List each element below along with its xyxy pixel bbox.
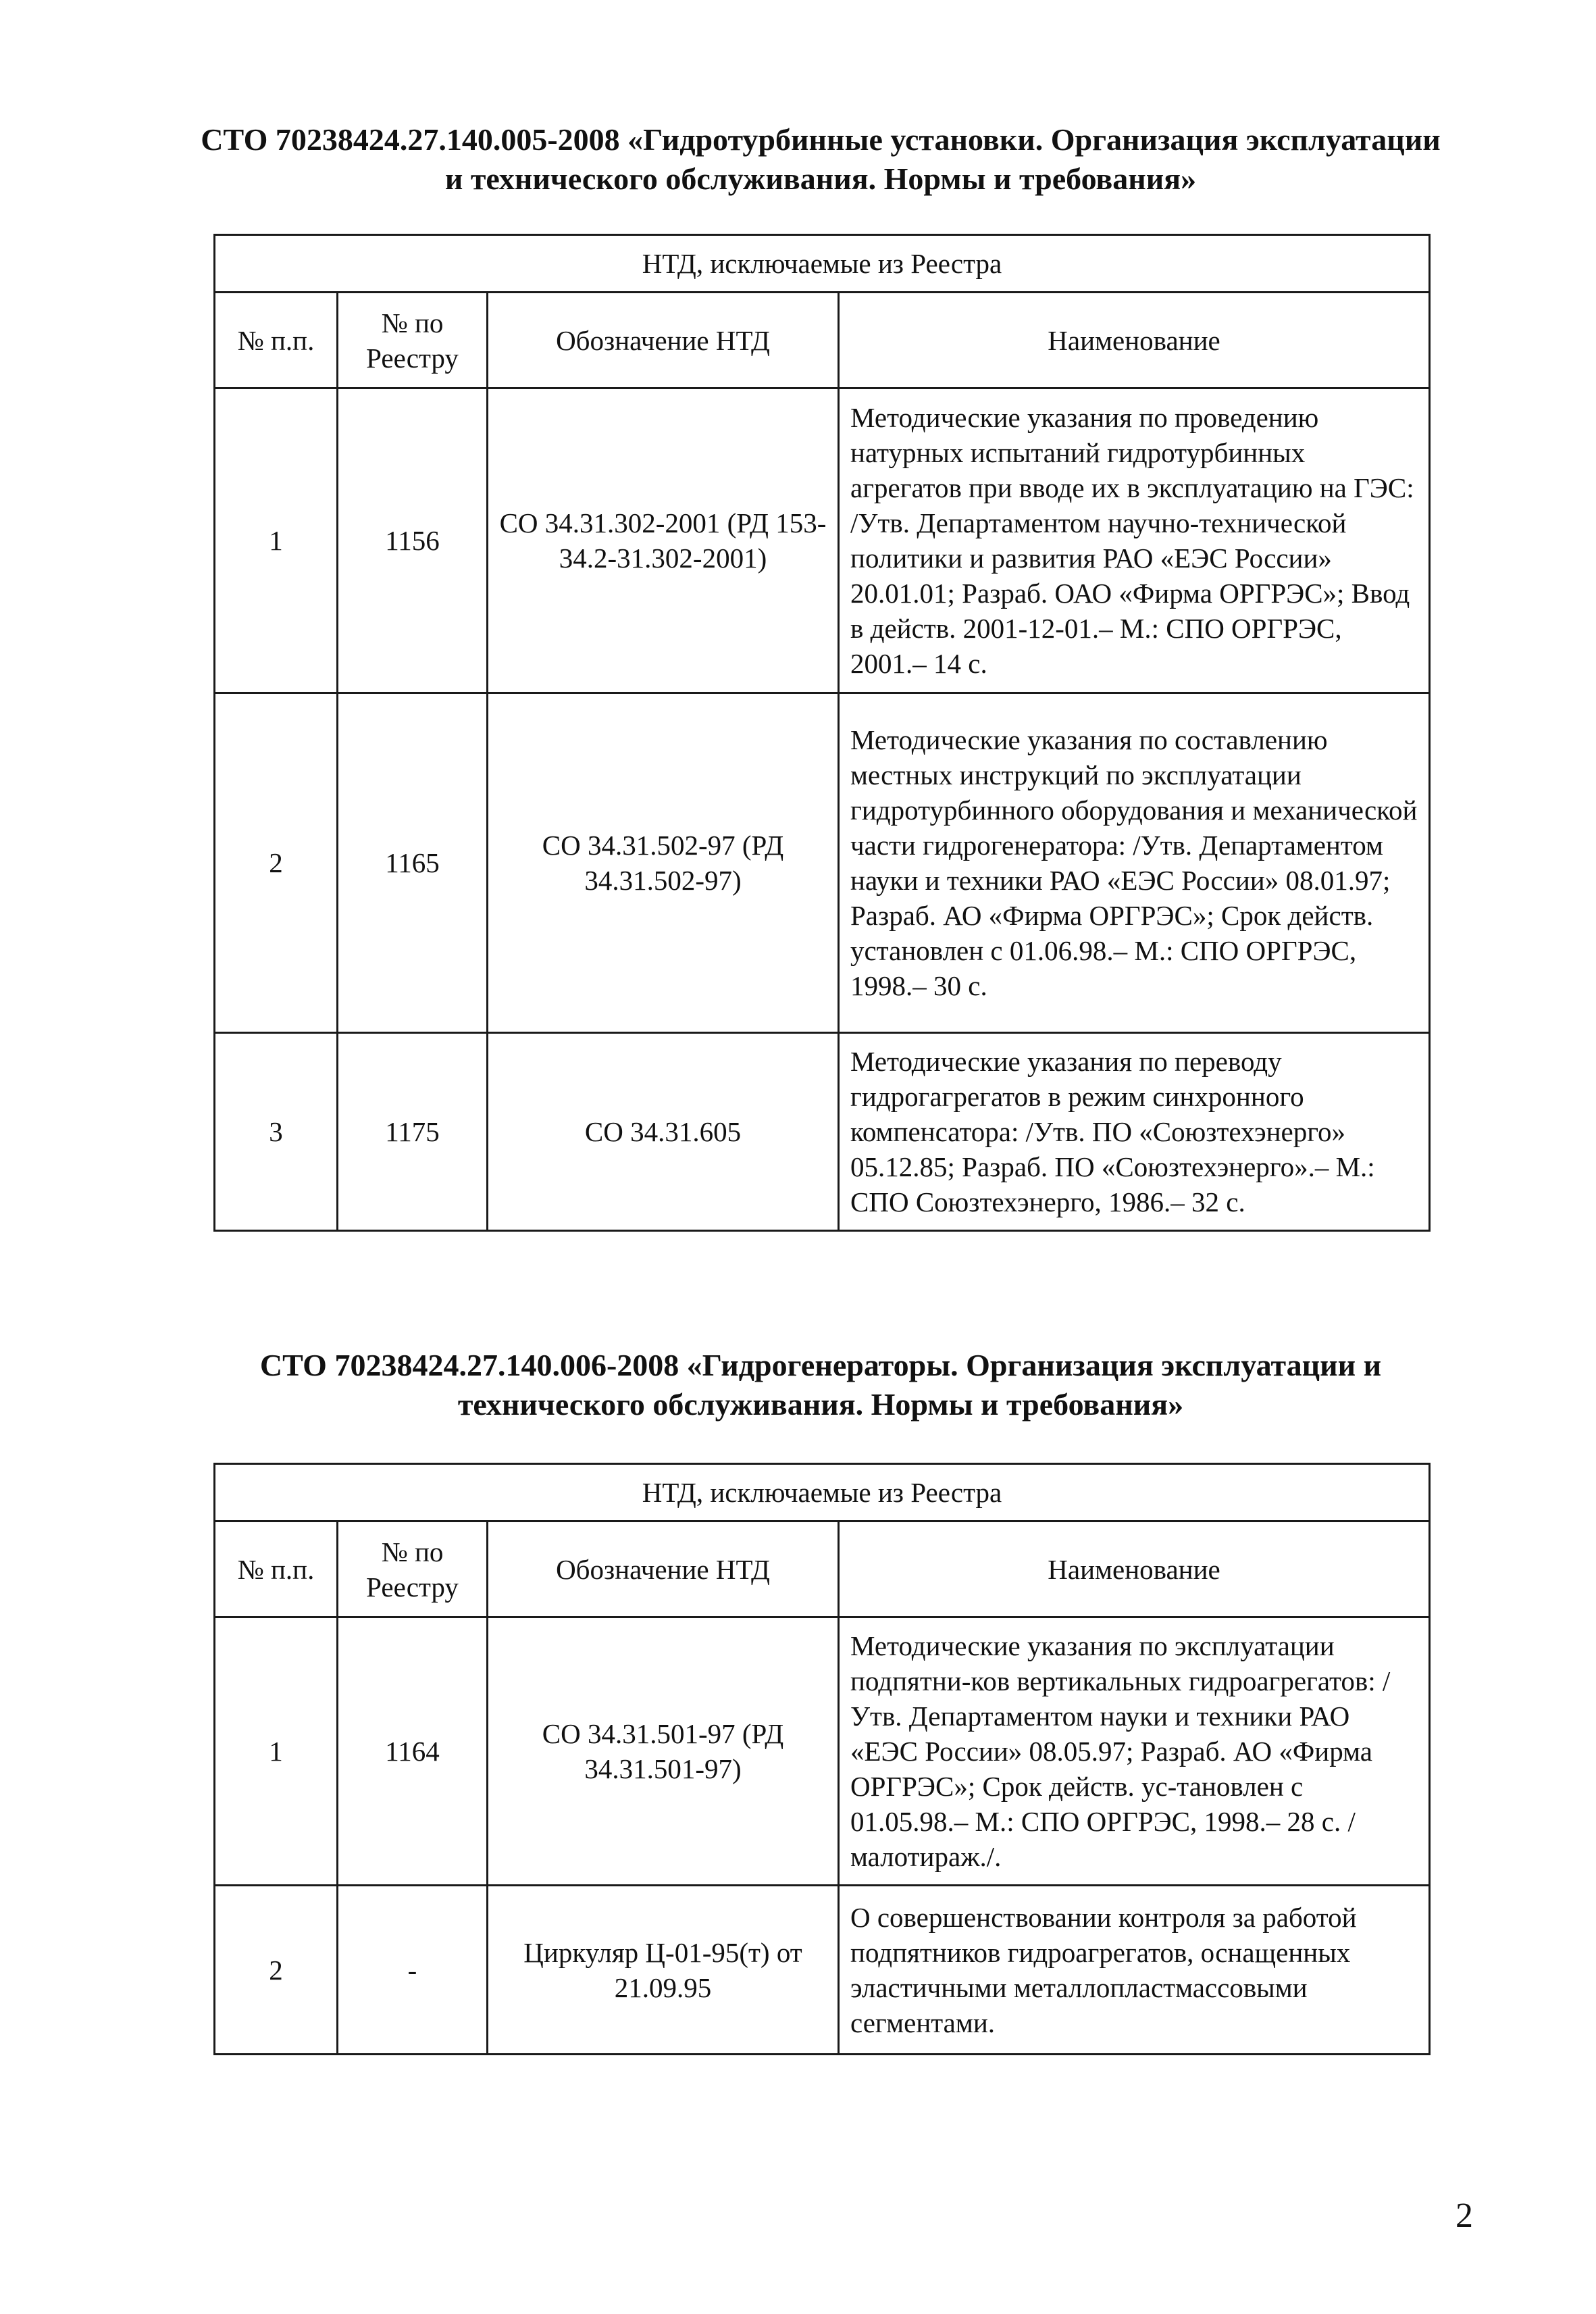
table-row	[215, 693, 1430, 1033]
cell-num: 3	[215, 1033, 338, 1231]
table-caption-row	[215, 1464, 1430, 1521]
header-designation: Обозначение НТД	[488, 1521, 839, 1617]
cell-name: Методические указания по эксплуатации подпятни-ков вертикальных гидроагрегатов: /Утв. Департаментом науки и техники РАО «ЕЭС России» 08.05.97; Разраб. АО «Фирма ОРГРЭС»; Срок действ. ус-тановлен с 01.05.98.– М.: СПО ОРГРЭС, 1998.– 28 с. /малотираж./.	[839, 1617, 1430, 1886]
table-row	[215, 1886, 1430, 2055]
cell-num: 1	[215, 1617, 338, 1886]
cell-num: 2	[215, 693, 338, 1033]
cell-designation: Циркуляр Ц-01-95(т) от 21.09.95	[488, 1886, 839, 2055]
table-header-row	[215, 1521, 1430, 1617]
header-num: № п.п.	[215, 1521, 338, 1617]
cell-name: Методические указания по проведению натурных испытаний гидротурбинных агрегатов при вводе их в эксплуатацию на ГЭС: /Утв. Департаментом научно-технической политики и развития РАО «ЕЭС России» 20.01.01; Разраб. ОАО «Фирма ОРГРЭС»; Ввод в действ. 2001-12-01.– М.: СПО ОРГРЭС, 2001.– 14 с.	[839, 388, 1430, 693]
section-1-title: СТО 70238424.27.140.005-2008 «Гидротурбинные установки. Организация эксплуатации и технического обслуживания. Нормы и требования»	[201, 122, 1441, 196]
cell-registry-num: 1156	[338, 388, 488, 693]
header-registry-num: № по Реестру	[338, 293, 488, 388]
table-caption-row	[215, 235, 1430, 293]
cell-designation: СО 34.31.302-2001 (РД 153-34.2-31.302-2001)	[488, 388, 839, 693]
section-2-title: СТО 70238424.27.140.006-2008 «Гидрогенераторы. Организация эксплуатации и технического обслуживания. Нормы и требования»	[259, 1348, 1382, 1422]
cell-registry-num: 1175	[338, 1033, 488, 1231]
cell-registry-num: 1165	[338, 693, 488, 1033]
cell-designation: СО 34.31.501-97 (РД 34.31.501-97)	[488, 1617, 839, 1886]
cell-name: О совершенствовании контроля за работой подпятников гидроагрегатов, оснащенных эластичными металлопластмассовыми сегментами.	[839, 1886, 1430, 2055]
cell-registry-num: 1164	[338, 1617, 488, 1886]
table-caption: НТД, исключаемые из Реестра	[215, 1464, 1430, 1521]
header-registry-num: № по Реестру	[338, 1521, 488, 1617]
cell-designation: СО 34.31.605	[488, 1033, 839, 1231]
page-number: 2	[1456, 2196, 1473, 2235]
cell-name: Методические указания по составлению местных инструкций по эксплуатации гидротурбинного оборудования и механической части гидрогенератора: /Утв. Департаментом науки и техники РАО «ЕЭС России» 08.01.97; Разраб. АО «Фирма ОРГРЭС»; Срок действ. установлен с 01.06.98.– М.: СПО ОРГРЭС, 1998.– 30 с.	[839, 693, 1430, 1033]
section-2-table	[213, 1463, 1431, 2055]
cell-num: 2	[215, 1886, 338, 2055]
table-row	[215, 1617, 1430, 1886]
cell-registry-num: -	[338, 1886, 488, 2055]
section-1-table	[213, 234, 1431, 1232]
cell-name: Методические указания по переводу гидрогагрегатов в режим синхронного компенсатора: /Утв. ПО «Союзтехэнерго» 05.12.85; Разраб. ПО «Союзтехэнерго».– М.: СПО Союзтехэнерго, 1986.– 32 с.	[839, 1033, 1430, 1231]
table-row	[215, 388, 1430, 693]
header-designation: Обозначение НТД	[488, 293, 839, 388]
table-header-row	[215, 293, 1430, 388]
header-name: Наименование	[839, 1521, 1430, 1617]
header-num: № п.п.	[215, 293, 338, 388]
cell-designation: СО 34.31.502-97 (РД 34.31.502-97)	[488, 693, 839, 1033]
table-row	[215, 1033, 1430, 1231]
cell-num: 1	[215, 388, 338, 693]
header-name: Наименование	[839, 293, 1430, 388]
table-caption: НТД, исключаемые из Реестра	[215, 235, 1430, 293]
